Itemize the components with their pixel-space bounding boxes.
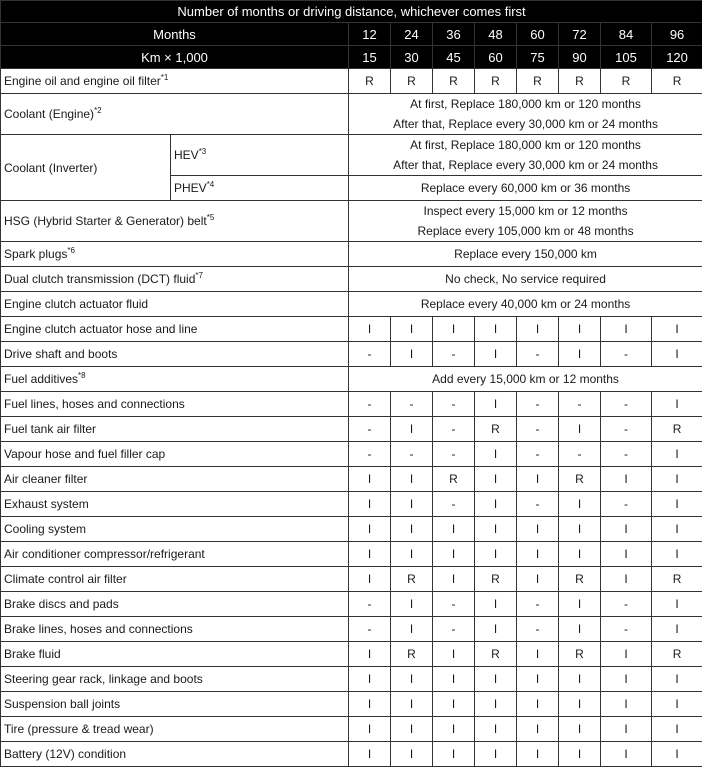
months-header-row xyxy=(1,23,702,46)
value-cell: - xyxy=(517,492,559,517)
value-cell: I xyxy=(652,742,702,767)
km-cell: 15 xyxy=(349,46,391,69)
value-cell: I xyxy=(559,592,601,617)
item-label xyxy=(1,201,349,242)
value-cell: I xyxy=(652,342,702,367)
schedule-note: Replace every 60,000 km or 36 months xyxy=(349,176,702,201)
item-label: Drive shaft and boots xyxy=(1,342,349,367)
km-cell: 60 xyxy=(475,46,517,69)
value-cell: I xyxy=(391,467,433,492)
value-cell: - xyxy=(433,417,475,442)
value-cell: I xyxy=(517,642,559,667)
value-cell: I xyxy=(433,567,475,592)
note-line: After that, Replace every 30,000 km or 24 months xyxy=(393,158,658,172)
table-row xyxy=(1,292,702,317)
value-cell: I xyxy=(391,667,433,692)
value-cell: I xyxy=(349,567,391,592)
value-cell: R xyxy=(559,567,601,592)
value-cell: I xyxy=(475,442,517,467)
value-cell: R xyxy=(559,69,601,94)
footnote-mark: *3 xyxy=(198,147,207,156)
item-label: Air cleaner filter xyxy=(1,467,349,492)
value-cell: I xyxy=(517,467,559,492)
table-row xyxy=(1,517,702,542)
value-cell: - xyxy=(601,342,652,367)
value-cell: I xyxy=(652,442,702,467)
footnote-mark: *6 xyxy=(67,246,75,255)
value-cell: I xyxy=(559,742,601,767)
value-cell: I xyxy=(559,417,601,442)
item-label: Suspension ball joints xyxy=(1,692,349,717)
value-cell: I xyxy=(601,517,652,542)
footnote-mark: *4 xyxy=(206,180,215,189)
value-cell: I xyxy=(559,342,601,367)
value-cell: - xyxy=(601,392,652,417)
table-row xyxy=(1,567,702,592)
value-cell: I xyxy=(433,642,475,667)
item-label xyxy=(1,367,349,392)
value-cell: I xyxy=(601,667,652,692)
value-cell: I xyxy=(349,492,391,517)
item-label-text: Engine oil and engine oil filter xyxy=(4,74,161,88)
item-label: Tire (pressure & tread wear) xyxy=(1,717,349,742)
value-cell: I xyxy=(475,717,517,742)
item-label: Air conditioner compressor/refrigerant xyxy=(1,542,349,567)
value-cell: I xyxy=(433,542,475,567)
item-label: Brake lines, hoses and connections xyxy=(1,617,349,642)
value-cell: I xyxy=(391,317,433,342)
value-cell: R xyxy=(652,417,702,442)
item-label: Steering gear rack, linkage and boots xyxy=(1,667,349,692)
table-row xyxy=(1,442,702,467)
value-cell: I xyxy=(559,517,601,542)
value-cell: - xyxy=(559,392,601,417)
value-cell: I xyxy=(601,467,652,492)
value-cell: R xyxy=(475,69,517,94)
value-cell: R xyxy=(601,69,652,94)
value-cell: I xyxy=(475,667,517,692)
note-line: At first, Replace 180,000 km or 120 months xyxy=(410,138,641,152)
value-cell: - xyxy=(601,442,652,467)
km-header-row xyxy=(1,46,702,69)
value-cell: - xyxy=(433,492,475,517)
value-cell: I xyxy=(391,617,433,642)
value-cell: I xyxy=(433,742,475,767)
value-cell: - xyxy=(433,342,475,367)
value-cell: R xyxy=(559,642,601,667)
value-cell: I xyxy=(601,542,652,567)
value-cell: I xyxy=(601,567,652,592)
schedule-note: Replace every 150,000 km xyxy=(349,242,702,267)
value-cell: - xyxy=(517,342,559,367)
item-label-text: Coolant (Engine) xyxy=(4,107,95,121)
value-cell: I xyxy=(517,717,559,742)
item-label xyxy=(1,267,349,292)
value-cell: I xyxy=(517,542,559,567)
note-line: After that, Replace every 30,000 km or 24 months xyxy=(393,117,658,131)
table-row xyxy=(1,542,702,567)
value-cell: - xyxy=(433,617,475,642)
table-row xyxy=(1,692,702,717)
item-label: Brake discs and pads xyxy=(1,592,349,617)
table-row xyxy=(1,342,702,367)
value-cell: R xyxy=(433,69,475,94)
value-cell: I xyxy=(391,717,433,742)
value-cell: I xyxy=(349,717,391,742)
value-cell: - xyxy=(517,617,559,642)
months-cell: 48 xyxy=(475,23,517,46)
item-label: Vapour hose and fuel filler cap xyxy=(1,442,349,467)
table-row xyxy=(1,367,702,392)
table-row xyxy=(1,742,702,767)
value-cell: I xyxy=(517,667,559,692)
value-cell: I xyxy=(475,467,517,492)
footnote-mark: *1 xyxy=(160,73,169,82)
table-row xyxy=(1,317,702,342)
value-cell: I xyxy=(475,317,517,342)
value-cell: R xyxy=(652,567,702,592)
value-cell: I xyxy=(517,692,559,717)
table-row xyxy=(1,467,702,492)
value-cell: I xyxy=(601,692,652,717)
value-cell: - xyxy=(349,592,391,617)
value-cell: I xyxy=(349,517,391,542)
value-cell: I xyxy=(475,617,517,642)
note-line: At first, Replace 180,000 km or 120 months xyxy=(410,97,641,111)
value-cell: I xyxy=(517,567,559,592)
value-cell: I xyxy=(349,467,391,492)
km-cell: 75 xyxy=(517,46,559,69)
value-cell: - xyxy=(433,392,475,417)
value-cell: I xyxy=(391,417,433,442)
item-label: Engine clutch actuator hose and line xyxy=(1,317,349,342)
item-label-text: HSG (Hybrid Starter & Generator) belt xyxy=(4,214,207,228)
value-cell: I xyxy=(601,642,652,667)
value-cell: R xyxy=(475,642,517,667)
table-row xyxy=(1,667,702,692)
value-cell: R xyxy=(475,567,517,592)
value-cell: I xyxy=(433,717,475,742)
value-cell: R xyxy=(349,69,391,94)
value-cell: - xyxy=(433,592,475,617)
note-line: Replace every 105,000 km or 48 months xyxy=(417,224,634,238)
value-cell: I xyxy=(517,317,559,342)
item-label: Fuel lines, hoses and connections xyxy=(1,392,349,417)
value-cell: I xyxy=(391,542,433,567)
months-cell: 36 xyxy=(433,23,475,46)
km-cell: 105 xyxy=(601,46,652,69)
item-label: Exhaust system xyxy=(1,492,349,517)
value-cell: I xyxy=(433,517,475,542)
km-label: Km × 1,000 xyxy=(1,46,349,69)
schedule-note: No check, No service required xyxy=(349,267,702,292)
value-cell: I xyxy=(475,592,517,617)
value-cell: - xyxy=(391,392,433,417)
schedule-note: Add every 15,000 km or 12 months xyxy=(349,367,702,392)
value-cell: I xyxy=(559,317,601,342)
value-cell: - xyxy=(517,392,559,417)
table-row xyxy=(1,642,702,667)
value-cell: I xyxy=(475,542,517,567)
value-cell: - xyxy=(391,442,433,467)
item-label-text: Spark plugs xyxy=(4,247,68,261)
value-cell: - xyxy=(349,442,391,467)
value-cell: - xyxy=(517,592,559,617)
table-row xyxy=(1,417,702,442)
value-cell: I xyxy=(652,717,702,742)
value-cell: I xyxy=(559,692,601,717)
table-row xyxy=(1,94,702,135)
value-cell: I xyxy=(652,617,702,642)
value-cell: I xyxy=(475,742,517,767)
table-row xyxy=(1,617,702,642)
value-cell: I xyxy=(349,742,391,767)
value-cell: I xyxy=(475,692,517,717)
item-label xyxy=(1,94,349,135)
item-label: Brake fluid xyxy=(1,642,349,667)
value-cell: - xyxy=(349,417,391,442)
value-cell: I xyxy=(391,742,433,767)
value-cell: I xyxy=(652,392,702,417)
table-row xyxy=(1,267,702,292)
value-cell: I xyxy=(433,667,475,692)
value-cell: I xyxy=(559,542,601,567)
value-cell: - xyxy=(601,492,652,517)
value-cell: I xyxy=(433,692,475,717)
value-cell: R xyxy=(652,642,702,667)
value-cell: I xyxy=(517,517,559,542)
sub-item-label-text: PHEV xyxy=(174,181,207,195)
footnote-mark: *5 xyxy=(206,213,215,222)
value-cell: - xyxy=(349,617,391,642)
schedule-note xyxy=(349,94,702,135)
months-label: Months xyxy=(1,23,349,46)
value-cell: I xyxy=(349,692,391,717)
item-label-text: Dual clutch transmission (DCT) fluid xyxy=(4,272,196,286)
value-cell: I xyxy=(601,317,652,342)
item-label: Battery (12V) condition xyxy=(1,742,349,767)
footnote-mark: *7 xyxy=(195,271,203,280)
value-cell: I xyxy=(475,492,517,517)
value-cell: - xyxy=(601,592,652,617)
value-cell: I xyxy=(652,317,702,342)
item-label xyxy=(1,242,349,267)
item-label: Climate control air filter xyxy=(1,567,349,592)
value-cell: R xyxy=(559,467,601,492)
value-cell: I xyxy=(391,592,433,617)
value-cell: I xyxy=(475,392,517,417)
value-cell: I xyxy=(652,492,702,517)
item-label: Cooling system xyxy=(1,517,349,542)
value-cell: I xyxy=(349,642,391,667)
value-cell: I xyxy=(349,542,391,567)
schedule-note: Replace every 40,000 km or 24 months xyxy=(349,292,702,317)
item-label: Coolant (Inverter) xyxy=(1,135,171,201)
km-cell: 45 xyxy=(433,46,475,69)
value-cell: - xyxy=(601,417,652,442)
value-cell: I xyxy=(559,617,601,642)
value-cell: I xyxy=(391,692,433,717)
schedule-note xyxy=(349,135,702,176)
item-label: Engine clutch actuator fluid xyxy=(1,292,349,317)
value-cell: R xyxy=(391,567,433,592)
months-cell: 72 xyxy=(559,23,601,46)
value-cell: - xyxy=(559,442,601,467)
km-cell: 30 xyxy=(391,46,433,69)
value-cell: I xyxy=(517,742,559,767)
value-cell: - xyxy=(517,442,559,467)
months-cell: 96 xyxy=(652,23,702,46)
table-row xyxy=(1,201,702,242)
months-cell: 84 xyxy=(601,23,652,46)
value-cell: R xyxy=(517,69,559,94)
value-cell: R xyxy=(433,467,475,492)
value-cell: - xyxy=(349,392,391,417)
value-cell: R xyxy=(391,69,433,94)
value-cell: - xyxy=(601,617,652,642)
months-cell: 24 xyxy=(391,23,433,46)
table-row xyxy=(1,592,702,617)
months-cell: 12 xyxy=(349,23,391,46)
value-cell: I xyxy=(349,317,391,342)
table-row xyxy=(1,135,702,176)
value-cell: I xyxy=(559,717,601,742)
schedule-note xyxy=(349,201,702,242)
note-line: Inspect every 15,000 km or 12 months xyxy=(423,204,628,218)
value-cell: I xyxy=(475,342,517,367)
value-cell: I xyxy=(391,342,433,367)
item-label: Fuel tank air filter xyxy=(1,417,349,442)
sub-item-label xyxy=(171,135,349,176)
value-cell: I xyxy=(475,517,517,542)
km-cell: 90 xyxy=(559,46,601,69)
item-label-text: Fuel additives xyxy=(4,372,79,386)
table-row xyxy=(1,242,702,267)
value-cell: I xyxy=(559,492,601,517)
value-cell: I xyxy=(433,317,475,342)
value-cell: R xyxy=(475,417,517,442)
value-cell: I xyxy=(601,742,652,767)
value-cell: I xyxy=(652,667,702,692)
value-cell: R xyxy=(652,69,702,94)
value-cell: - xyxy=(433,442,475,467)
sub-item-label xyxy=(171,176,349,201)
footnote-mark: *8 xyxy=(78,371,86,380)
value-cell: I xyxy=(652,467,702,492)
value-cell: I xyxy=(601,717,652,742)
table-row xyxy=(1,492,702,517)
value-cell: I xyxy=(391,492,433,517)
months-cell: 60 xyxy=(517,23,559,46)
value-cell: - xyxy=(517,417,559,442)
footnote-mark: *2 xyxy=(94,106,102,115)
value-cell: R xyxy=(391,642,433,667)
value-cell: I xyxy=(349,667,391,692)
table-row xyxy=(1,392,702,417)
value-cell: I xyxy=(652,542,702,567)
km-cell: 120 xyxy=(652,46,702,69)
item-label xyxy=(1,69,349,94)
value-cell: I xyxy=(652,517,702,542)
table-row xyxy=(1,69,702,94)
table-row xyxy=(1,717,702,742)
value-cell: I xyxy=(559,667,601,692)
value-cell: - xyxy=(349,342,391,367)
value-cell: I xyxy=(652,592,702,617)
value-cell: I xyxy=(391,517,433,542)
sub-item-label-text: HEV xyxy=(174,148,199,162)
table-title: Number of months or driving distance, whichever comes first xyxy=(1,1,702,23)
value-cell: I xyxy=(652,692,702,717)
